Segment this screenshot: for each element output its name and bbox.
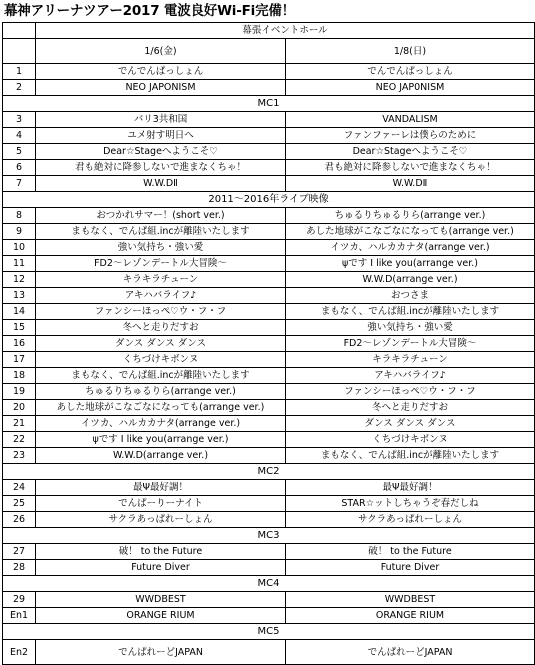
song-row bbox=[3, 64, 535, 80]
song-number: 14 bbox=[3, 304, 36, 320]
song-row bbox=[3, 368, 535, 384]
venue-label: 幕張イベントホール bbox=[36, 23, 535, 39]
song-title-day2: アキハバライフ♪ bbox=[286, 368, 535, 384]
song-row bbox=[3, 592, 535, 608]
song-title-day2: ORANGE RIUM bbox=[286, 608, 535, 624]
section-row bbox=[3, 528, 535, 544]
date-header-day2: 1/8(日) bbox=[286, 39, 535, 64]
song-title-day1: ORANGE RIUM bbox=[36, 608, 286, 624]
song-number: 21 bbox=[3, 416, 36, 432]
page-title: 幕神アリーナツアー2017 電波良好Wi-Fi完備！ bbox=[4, 3, 295, 19]
song-title-day1: W.W.D(arrange ver.) bbox=[36, 448, 286, 464]
song-title-day1: ダンス ダンス ダンス bbox=[36, 336, 286, 352]
song-number: 11 bbox=[3, 256, 36, 272]
song-row bbox=[3, 144, 535, 160]
song-number: 16 bbox=[3, 336, 36, 352]
song-title-day1: Future Diver bbox=[36, 560, 286, 576]
song-number: 28 bbox=[3, 560, 36, 576]
song-title-day2: STAR☆ットしちゃうぞ春だしね bbox=[286, 496, 535, 512]
song-row bbox=[3, 432, 535, 448]
song-title-day1: ちゅるりちゅるりら(arrange ver.) bbox=[36, 384, 286, 400]
section-label: 2011～2016年ライブ映像 bbox=[3, 192, 535, 208]
song-title-day1: おつかれサマー！(short ver.) bbox=[36, 208, 286, 224]
setlist-table bbox=[2, 22, 535, 665]
song-title-day2: Future Diver bbox=[286, 560, 535, 576]
song-title-day1: ファンシーほっぺ♡ウ・フ・フ bbox=[36, 304, 286, 320]
song-row bbox=[3, 272, 535, 288]
song-title-day1: でんぱーりーナイト bbox=[36, 496, 286, 512]
song-row bbox=[3, 288, 535, 304]
song-row bbox=[3, 384, 535, 400]
song-row bbox=[3, 560, 535, 576]
song-title-day1: あした地球がこなごなになっても(arrange ver.) bbox=[36, 400, 286, 416]
song-number: 24 bbox=[3, 480, 36, 496]
date-header-spacer-cell bbox=[3, 39, 36, 64]
song-number: 5 bbox=[3, 144, 36, 160]
date-header-day1: 1/6(金) bbox=[36, 39, 286, 64]
song-title-day1: サクラあっぱれーしょん bbox=[36, 512, 286, 528]
song-row bbox=[3, 544, 535, 560]
song-title-day1: イツカ、ハルカカナタ(arrange ver.) bbox=[36, 416, 286, 432]
venue-row bbox=[3, 23, 535, 39]
song-title-day2: でんぱれーどJAPAN bbox=[286, 640, 535, 665]
song-number: 15 bbox=[3, 320, 36, 336]
song-title-day1: Dear☆Stageへようこそ♡ bbox=[36, 144, 286, 160]
song-title-day2: VANDALISM bbox=[286, 112, 535, 128]
song-title-day2: サクラあっぱれーしょん bbox=[286, 512, 535, 528]
song-row bbox=[3, 256, 535, 272]
song-row bbox=[3, 176, 535, 192]
song-title-day1: でんぱれーどJAPAN bbox=[36, 640, 286, 665]
song-title-day1: FD2～レゾンデートル大冒険～ bbox=[36, 256, 286, 272]
song-number: 4 bbox=[3, 128, 36, 144]
song-number: 27 bbox=[3, 544, 36, 560]
song-title-day2: ψです I like you(arrange ver.) bbox=[286, 256, 535, 272]
song-number: 1 bbox=[3, 64, 36, 80]
song-row bbox=[3, 80, 535, 96]
date-header-row bbox=[3, 39, 535, 64]
song-title-day2: あした地球がこなごなになっても(arrange ver.) bbox=[286, 224, 535, 240]
song-row bbox=[3, 608, 535, 624]
song-number: 29 bbox=[3, 592, 36, 608]
song-title-day1: 強い気持ち・強い愛 bbox=[36, 240, 286, 256]
song-title-day2: W.W.DⅡ bbox=[286, 176, 535, 192]
section-row bbox=[3, 192, 535, 208]
song-number: 23 bbox=[3, 448, 36, 464]
song-title-day2: ダンス ダンス ダンス bbox=[286, 416, 535, 432]
song-title-day2: NEO JAP0NISM bbox=[286, 80, 535, 96]
song-title-day1: バリ3共和国 bbox=[36, 112, 286, 128]
song-title-day2: 破！ to the Future bbox=[286, 544, 535, 560]
song-number: 19 bbox=[3, 384, 36, 400]
song-row bbox=[3, 240, 535, 256]
song-title-day2: W.W.D(arrange ver.) bbox=[286, 272, 535, 288]
song-number: 22 bbox=[3, 432, 36, 448]
song-row bbox=[3, 336, 535, 352]
song-number: 6 bbox=[3, 160, 36, 176]
song-title-day2: まもなく、でんぱ組.incが離陸いたします bbox=[286, 448, 535, 464]
song-row bbox=[3, 512, 535, 528]
song-number: 20 bbox=[3, 400, 36, 416]
song-title-day2: おつさま bbox=[286, 288, 535, 304]
song-row bbox=[3, 400, 535, 416]
song-title-day2: 最Ψ最好調！ bbox=[286, 480, 535, 496]
venue-spacer-cell bbox=[3, 23, 36, 39]
song-title-day1: W.W.DⅡ bbox=[36, 176, 286, 192]
section-label: MC5 bbox=[3, 624, 535, 640]
song-title-day1: 君も絶対に降参しないで進まなくちゃ！ bbox=[36, 160, 286, 176]
song-number: 3 bbox=[3, 112, 36, 128]
song-number: 12 bbox=[3, 272, 36, 288]
song-title-day2: でんでんぱっしょん bbox=[286, 64, 535, 80]
song-number: 25 bbox=[3, 496, 36, 512]
song-row bbox=[3, 320, 535, 336]
song-number: 9 bbox=[3, 224, 36, 240]
song-title-day2: WWDBEST bbox=[286, 592, 535, 608]
song-row bbox=[3, 304, 535, 320]
song-title-day2: 冬へと走りだすお bbox=[286, 400, 535, 416]
song-number: 7 bbox=[3, 176, 36, 192]
section-label: MC4 bbox=[3, 576, 535, 592]
song-row bbox=[3, 224, 535, 240]
song-title-day2: FD2～レゾンデートル大冒険～ bbox=[286, 336, 535, 352]
section-label: MC1 bbox=[3, 96, 535, 112]
song-row bbox=[3, 128, 535, 144]
song-title-day2: ファンシーほっぺ♡ウ・フ・フ bbox=[286, 384, 535, 400]
section-row bbox=[3, 624, 535, 640]
song-row bbox=[3, 416, 535, 432]
song-title-day2: くちづけキボンヌ bbox=[286, 432, 535, 448]
song-number: 17 bbox=[3, 352, 36, 368]
song-number: 10 bbox=[3, 240, 36, 256]
song-title-day2: ちゅるりちゅるりら(arrange ver.) bbox=[286, 208, 535, 224]
song-title-day2: イツカ、ハルカカナタ(arrange ver.) bbox=[286, 240, 535, 256]
song-title-day1: WWDBEST bbox=[36, 592, 286, 608]
song-row bbox=[3, 352, 535, 368]
song-number: En2 bbox=[3, 640, 36, 665]
song-title-day1: くちづけキボンヌ bbox=[36, 352, 286, 368]
song-title-day1: キラキラチューン bbox=[36, 272, 286, 288]
song-number: 18 bbox=[3, 368, 36, 384]
song-title-day2: 強い気持ち・強い愛 bbox=[286, 320, 535, 336]
song-title-day1: 最Ψ最好調！ bbox=[36, 480, 286, 496]
section-label: MC3 bbox=[3, 528, 535, 544]
section-row bbox=[3, 96, 535, 112]
song-number: 13 bbox=[3, 288, 36, 304]
song-title-day1: まもなく、でんぱ組.incが離陸いたします bbox=[36, 224, 286, 240]
song-number: 8 bbox=[3, 208, 36, 224]
song-title-day1: アキハバライフ♪ bbox=[36, 288, 286, 304]
song-title-day1: まもなく、でんぱ組.incが離陸いたします bbox=[36, 368, 286, 384]
section-row bbox=[3, 576, 535, 592]
song-number: En1 bbox=[3, 608, 36, 624]
song-title-day1: でんでんぱっしょん bbox=[36, 64, 286, 80]
song-number: 2 bbox=[3, 80, 36, 96]
song-title-day2: 君も絶対に降参しないで進まなくちゃ！ bbox=[286, 160, 535, 176]
song-title-day1: ψです I like you(arrange ver.) bbox=[36, 432, 286, 448]
song-title-day2: Dear☆Stageへようこそ♡ bbox=[286, 144, 535, 160]
section-label: MC2 bbox=[3, 464, 535, 480]
song-number: 26 bbox=[3, 512, 36, 528]
song-title-day2: キラキラチューン bbox=[286, 352, 535, 368]
song-row bbox=[3, 496, 535, 512]
song-title-day1: 冬へと走りだすお bbox=[36, 320, 286, 336]
song-row bbox=[3, 640, 535, 665]
song-row bbox=[3, 480, 535, 496]
song-row bbox=[3, 208, 535, 224]
song-row bbox=[3, 448, 535, 464]
song-row bbox=[3, 160, 535, 176]
song-title-day2: ファンファーレは僕らのために bbox=[286, 128, 535, 144]
section-row bbox=[3, 464, 535, 480]
song-title-day2: まもなく、でんぱ組.incが離陸いたします bbox=[286, 304, 535, 320]
song-title-day1: ユメ射す明日へ bbox=[36, 128, 286, 144]
song-title-day1: NEO JAPONISM bbox=[36, 80, 286, 96]
song-row bbox=[3, 112, 535, 128]
song-title-day1: 破！ to the Future bbox=[36, 544, 286, 560]
